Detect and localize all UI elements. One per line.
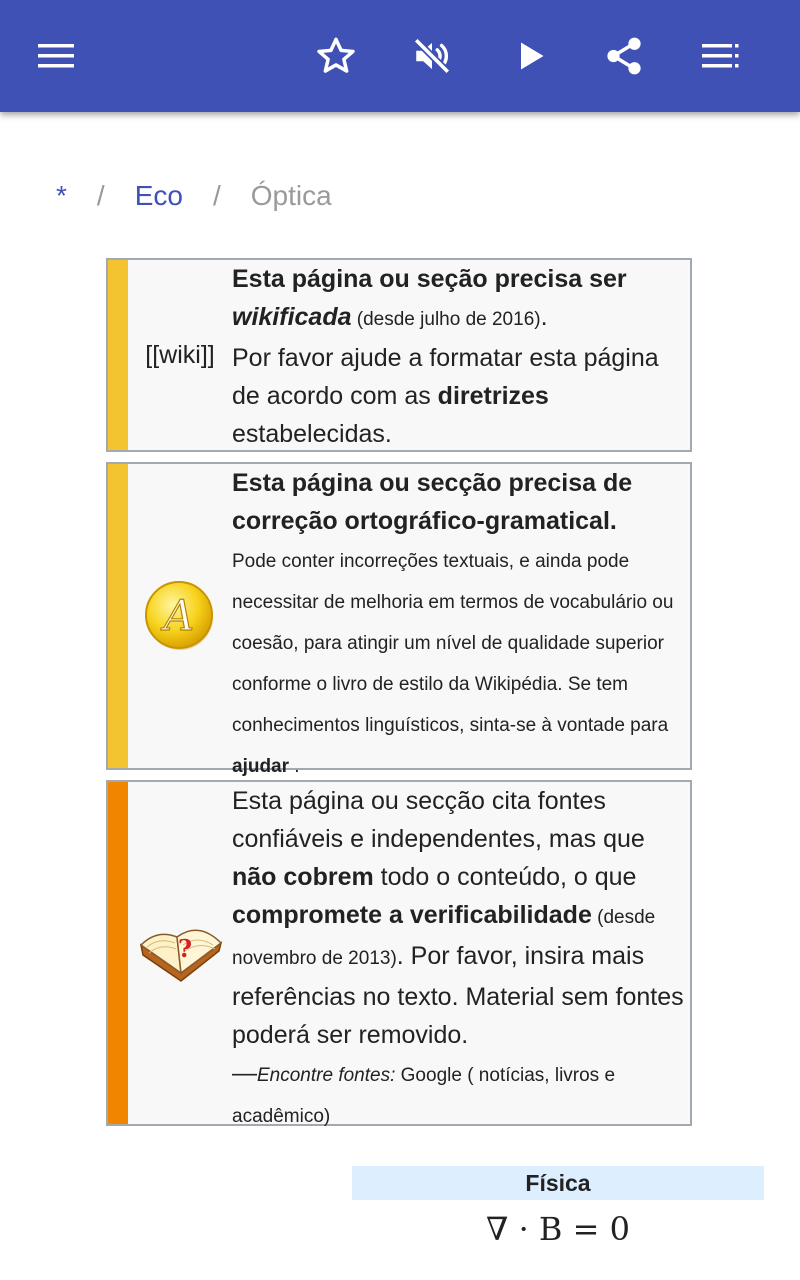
sources-notice	[106, 780, 692, 1126]
notice-title-emphasis: wikificada	[232, 303, 352, 331]
favorite-button[interactable]	[304, 24, 368, 88]
dash: —	[232, 1059, 257, 1087]
notice-severity-bar	[108, 260, 128, 450]
guidelines-link[interactable]: diretrizes	[437, 382, 549, 410]
help-link[interactable]: ajudar	[232, 756, 290, 777]
share-button[interactable]	[592, 24, 656, 88]
play-icon	[512, 38, 548, 74]
playlist-button[interactable]	[688, 24, 752, 88]
notice-body: . Por favor, insira mais referências no texto. Material sem fontes poderá ser removido.	[232, 942, 684, 1049]
notice-title: Esta página ou secção precisa de correção ortográfico-gramatical.	[232, 469, 633, 535]
spelling-notice	[106, 462, 692, 777]
svg-text:?: ?	[177, 934, 193, 963]
breadcrumb-current: Óptica	[250, 180, 332, 211]
notice-date-end: .	[540, 303, 548, 331]
notice-text	[232, 782, 684, 1136]
notice-body: Pode conter incorreções textuais, e ainda pode necessitar de melhoria em termos de vocabulário ou coesão, para atingir um nível de qualidade superior conforme o livro de estilo da Wikipédia. Se tem conhecimentos linguísticos, sinta-se à vontade para	[232, 551, 674, 736]
question-book-icon	[135, 915, 225, 991]
breadcrumb-separator: /	[212, 180, 221, 211]
menu-button[interactable]	[24, 24, 88, 88]
notice-emphasis: não cobrem	[232, 863, 374, 891]
notice-severity-bar	[108, 782, 128, 1124]
find-sources-label: Encontre fontes:	[257, 1065, 396, 1086]
notice-body-end: estabelecidas.	[232, 420, 392, 448]
infobox-header: Física	[352, 1166, 764, 1200]
star-outline-icon	[315, 35, 357, 77]
volume-off-icon	[411, 35, 453, 77]
breadcrumb-separator: /	[96, 180, 105, 211]
notice-body: todo o conteúdo, o que	[373, 863, 637, 891]
notice-body: Por favor ajude a formatar esta página de acordo com as	[232, 344, 659, 410]
share-icon	[603, 35, 645, 77]
svg-text:A: A	[163, 591, 195, 640]
wikify-notice	[106, 258, 692, 452]
mute-button[interactable]	[400, 24, 464, 88]
notice-body: Esta página ou secção cita fontes confiáveis e independentes, mas que	[232, 787, 645, 853]
notice-date: (desde novembro de 2013)	[232, 907, 656, 969]
breadcrumb-parent[interactable]: Eco	[134, 180, 183, 211]
spelling-a-icon	[144, 580, 216, 652]
notice-image	[128, 464, 232, 768]
find-sources-links[interactable]: Google ( notícias, livros e acadêmico)	[232, 1065, 616, 1127]
notice-image	[128, 782, 232, 1124]
infobox-formula: ∇ · B = 0	[486, 1210, 630, 1248]
menu-icon	[36, 41, 76, 71]
playlist-icon	[700, 41, 740, 71]
notice-text	[232, 464, 684, 786]
notice-severity-bar	[108, 464, 128, 768]
notice-title: Esta página ou seção precisa ser	[232, 265, 627, 293]
notice-body-end: .	[289, 756, 300, 777]
play-button[interactable]	[498, 24, 562, 88]
wiki-image-placeholder	[128, 260, 232, 450]
breadcrumb-root[interactable]: *	[56, 180, 67, 211]
verifiability-link[interactable]: compromete a verificabilidade	[232, 901, 592, 929]
app-toolbar	[0, 0, 800, 112]
wiki-placeholder-text: [[wiki]]	[145, 340, 215, 369]
notice-text	[232, 260, 684, 453]
notice-date: (desde julho de 2016)	[351, 309, 541, 330]
breadcrumb	[56, 180, 332, 212]
